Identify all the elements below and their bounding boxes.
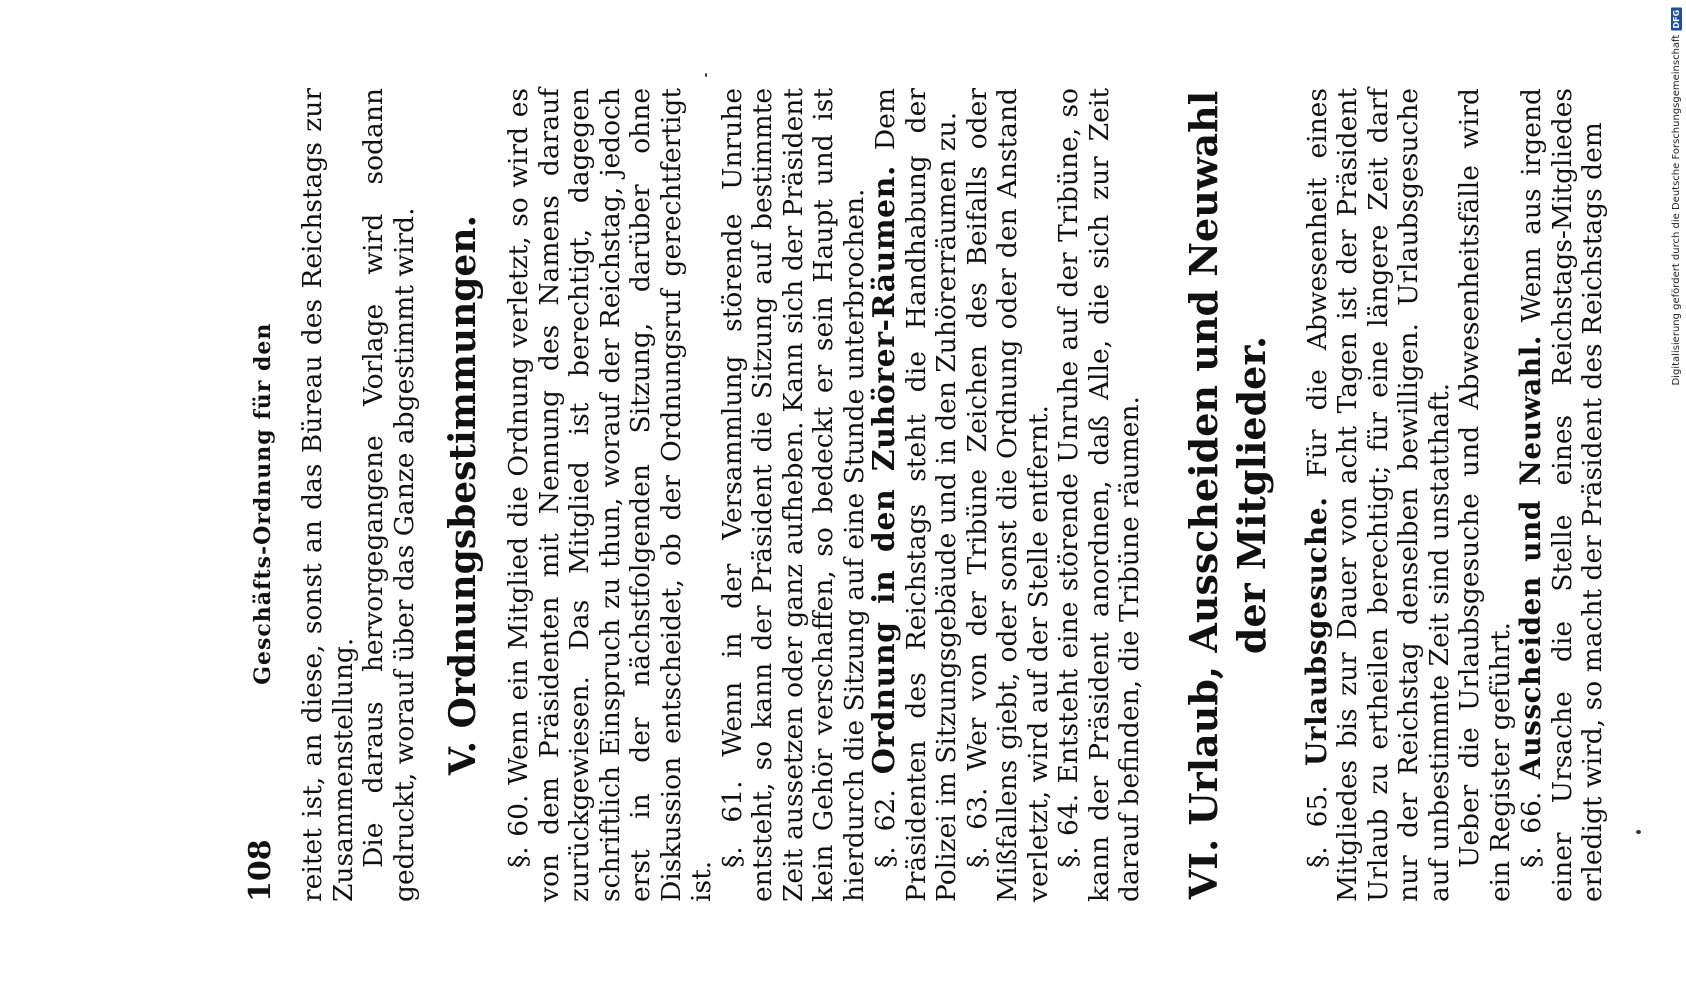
paragraph-64: §. 64. Entsteht eine störende Unruhe auf der Tribüne, so kann der Präsident anordnen, daß Alle, die sich zur Zeit darauf befinden, die Tribüne räumen. <box>1053 88 1145 902</box>
section-v-heading: V. Ordnungsbestimmungen. <box>442 214 484 776</box>
paragraph-60: §. 60. Wenn ein Mitglied die Ordnung verletzt, so wird es von dem Präsidenten mit Nennung des Namens darauf zurückgewiesen. Das Mitglied ist berechtigt, dagegen schriftlich Einspruch zu thun, worauf der Reichstag, jedoch erst in der nächstfolgenden Sitzung, darüber ohne Diskussion entscheidet, ob der Ordnungsruf gerechtfertigt ist. <box>503 88 717 902</box>
digitisation-credit <box>1671 8 1682 386</box>
paragraph-65-keyword: Urlaubsgesuche. <box>1299 496 1333 767</box>
paragraph-62 <box>867 88 963 902</box>
paragraph-65 <box>1299 88 1456 902</box>
paragraph-62-text: Dem Präsidenten des Reichstags steht die Handhabung der Polizei im Sitzungsgebäude und in den Zuhörerräumen zu. <box>870 88 962 902</box>
section-vi-heading: VI. Urlaub, Ausscheiden und Neuwahl der Mitglieder. <box>1180 90 1274 900</box>
paragraph-62-number: §. 62. <box>870 789 901 868</box>
paragraph-66-keyword: Ausscheiden und Neuwahl. <box>1514 334 1547 780</box>
paragraph-65-text: Für die Abwesenheit eines Mitgliedes bis zur Dauer von acht Tagen ist der Präsident Urlaub zu ertheilen berechtigt; für eine längere Zeit darf nur der Reichstag denselben bewilligen. Urlaubsgesuche auf unbestimmte Zeit sind unstatthaft. <box>1301 88 1455 902</box>
intro-paragraph-1: reitet ist, an diese, sonst an das Büreau des Reichstags zur Zusammenstellung. <box>297 88 359 902</box>
paragraph-66 <box>1516 88 1609 902</box>
paragraph-66-text: Wenn aus irgend einer Ursache die Stelle eines Reichstags-Mitgliedes erledigt wird, so macht der Präsident des Reichstags dem <box>1516 88 1608 902</box>
credit-text: Digitalisierung gefördert durch die Deutsche Forschungsgemeinschaft <box>1671 34 1682 386</box>
dfg-logo: DFG <box>1672 10 1681 29</box>
scan-speck <box>705 73 707 77</box>
paragraph-62-keyword: Ordnung in den Zuhörer-Räumen. <box>867 165 902 775</box>
running-title: Geschäfts-Ordnung für den <box>250 322 276 685</box>
rotated-page-content <box>103 70 1608 930</box>
page-header <box>243 88 278 902</box>
paragraph-66-number: §. 66. <box>1516 791 1547 868</box>
paragraph-65-register: Ueber die Urlaubsgesuche und Abwesenheitsfälle wird ein Register geführt. <box>1454 88 1516 902</box>
paragraph-65-number: §. 65. <box>1301 785 1333 868</box>
page-number: 108 <box>243 839 278 902</box>
intro-paragraph-2: Die daraus hervorgegangene Vorlage wird sodann gedruckt, worauf über das Ganze abgestimmt wird. <box>358 88 420 902</box>
paragraph-63: §. 63. Wer von der Tribüne Zeichen des Beifalls oder Mißfallens giebt, oder sonst die Ordnung oder den Anstand verletzt, wird auf der Stelle entfernt. <box>961 88 1054 902</box>
scan-speck <box>1636 830 1641 834</box>
paragraph-61: §. 61. Wenn in der Versammlung störende Unruhe entsteht, so kann der Präsident die Sitzung auf bestimmte Zeit aussetzen oder ganz aufheben. Kann sich der Präsident kein Gehör verschaffen, so bedeckt er sein Haupt und ist hierdurch die Sitzung auf eine Stunde unterbrochen. <box>716 88 870 902</box>
